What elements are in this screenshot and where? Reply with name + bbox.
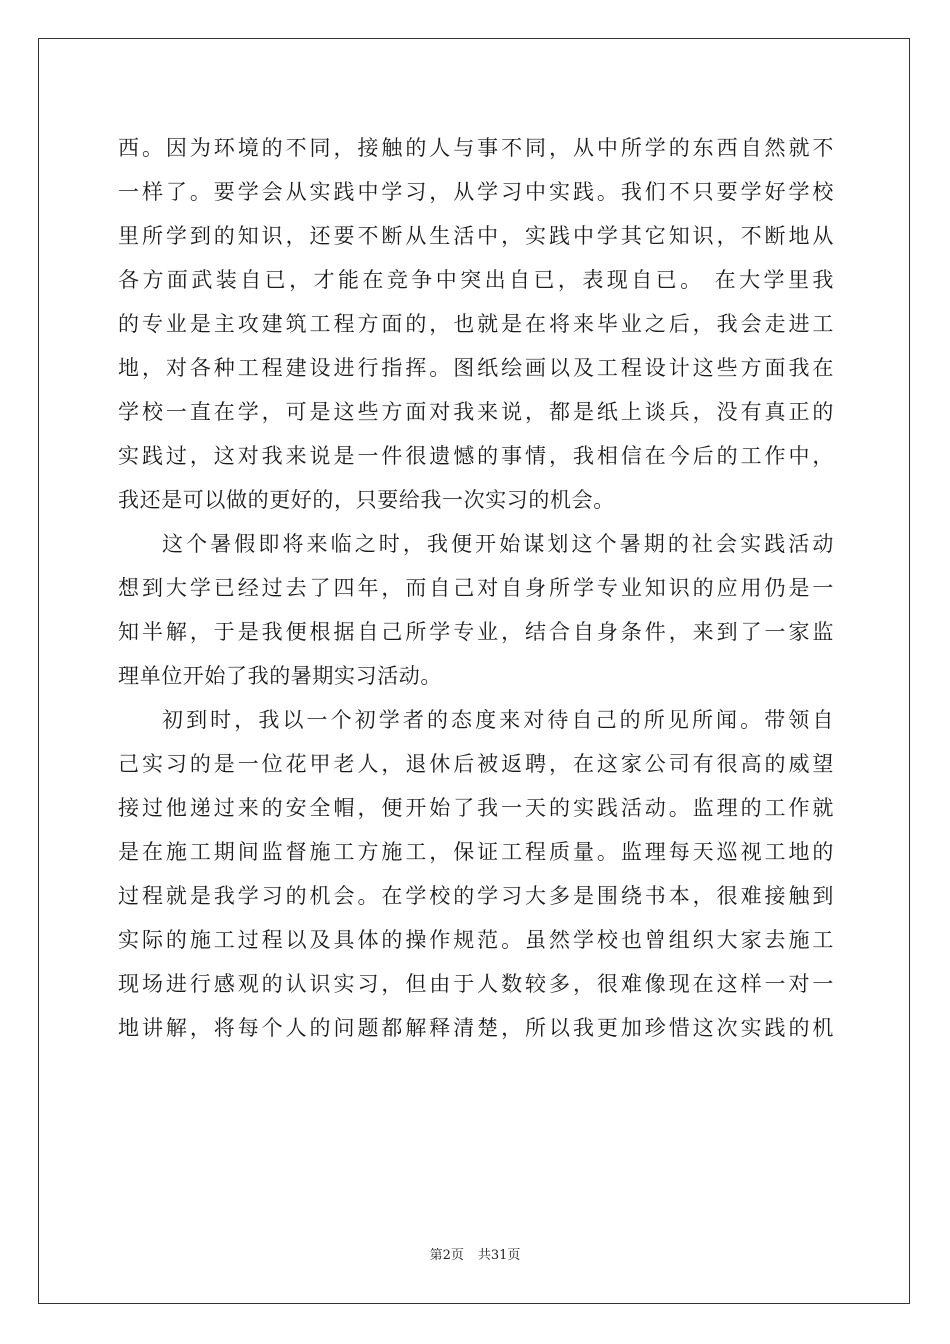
- text-line: 我还是可以做的更好的，只要给我一次实习的机会。: [118, 488, 615, 512]
- text-line: 西。因为环境的不同，接触的人与事不同，从中所学的东西自然就不: [118, 136, 834, 160]
- page-footer: [0, 1244, 950, 1263]
- page-number: 第2页: [429, 1248, 464, 1263]
- text-line: 实际的施工过程以及具体的操作规范。虽然学校也曾组织大家去施工: [118, 928, 834, 952]
- text-line: 接过他递过来的安全帽，便开始了我一天的实践活动。监理的工作就: [118, 796, 834, 820]
- text-line: 现场进行感观的认识实习，但由于人数较多，很难像现在这样一对一: [118, 972, 834, 996]
- page-total: 共31页: [477, 1248, 521, 1263]
- text-line: 实践过，这对我来说是一件很遗憾的事情，我相信在今后的工作中，: [118, 444, 834, 468]
- text-line: 是在施工期间监督施工方施工，保证工程质量。监理每天巡视工地的: [118, 840, 834, 864]
- text-line: 各方面武装自已，才能在竞争中突出自已，表现自已。 在大学里我: [118, 268, 834, 292]
- text-line: 里所学到的知识，还要不断从生活中，实践中学其它知识，不断地从: [118, 224, 834, 248]
- text-line: 一样了。要学会从实践中学习，从学习中实践。我们不只要学好学校: [118, 180, 834, 204]
- text-line: 想到大学已经过去了四年，而自己对自身所学专业知识的应用仍是一: [118, 576, 834, 600]
- text-line: 的专业是主攻建筑工程方面的，也就是在将来毕业之后，我会走进工: [118, 312, 834, 336]
- text-line: 理单位开始了我的暑期实习活动。: [118, 664, 442, 688]
- paragraph-first-line: 初到时，我以一个初学者的态度来对待自己的所见所闻。带领自: [162, 708, 834, 732]
- text-line: 己实习的是一位花甲老人，退休后被返聘，在这家公司有很高的威望: [118, 752, 834, 776]
- text-line: 地，对各种工程建设进行指挥。图纸绘画以及工程设计这些方面我在: [118, 356, 834, 380]
- text-line: 学校一直在学，可是这些方面对我来说，都是纸上谈兵，没有真正的: [118, 400, 834, 424]
- text-line: 知半解，于是我便根据自己所学专业，结合自身条件，来到了一家监: [118, 620, 834, 644]
- document-body: [118, 126, 834, 1050]
- paragraph-first-line: 这个暑假即将来临之时，我便开始谋划这个暑期的社会实践活动: [162, 532, 834, 556]
- text-line: 地讲解，将每个人的问题都解释清楚，所以我更加珍惜这次实践的机: [118, 1016, 834, 1040]
- text-line: 过程就是我学习的机会。在学校的学习大多是围绕书本，很难接触到: [118, 884, 834, 908]
